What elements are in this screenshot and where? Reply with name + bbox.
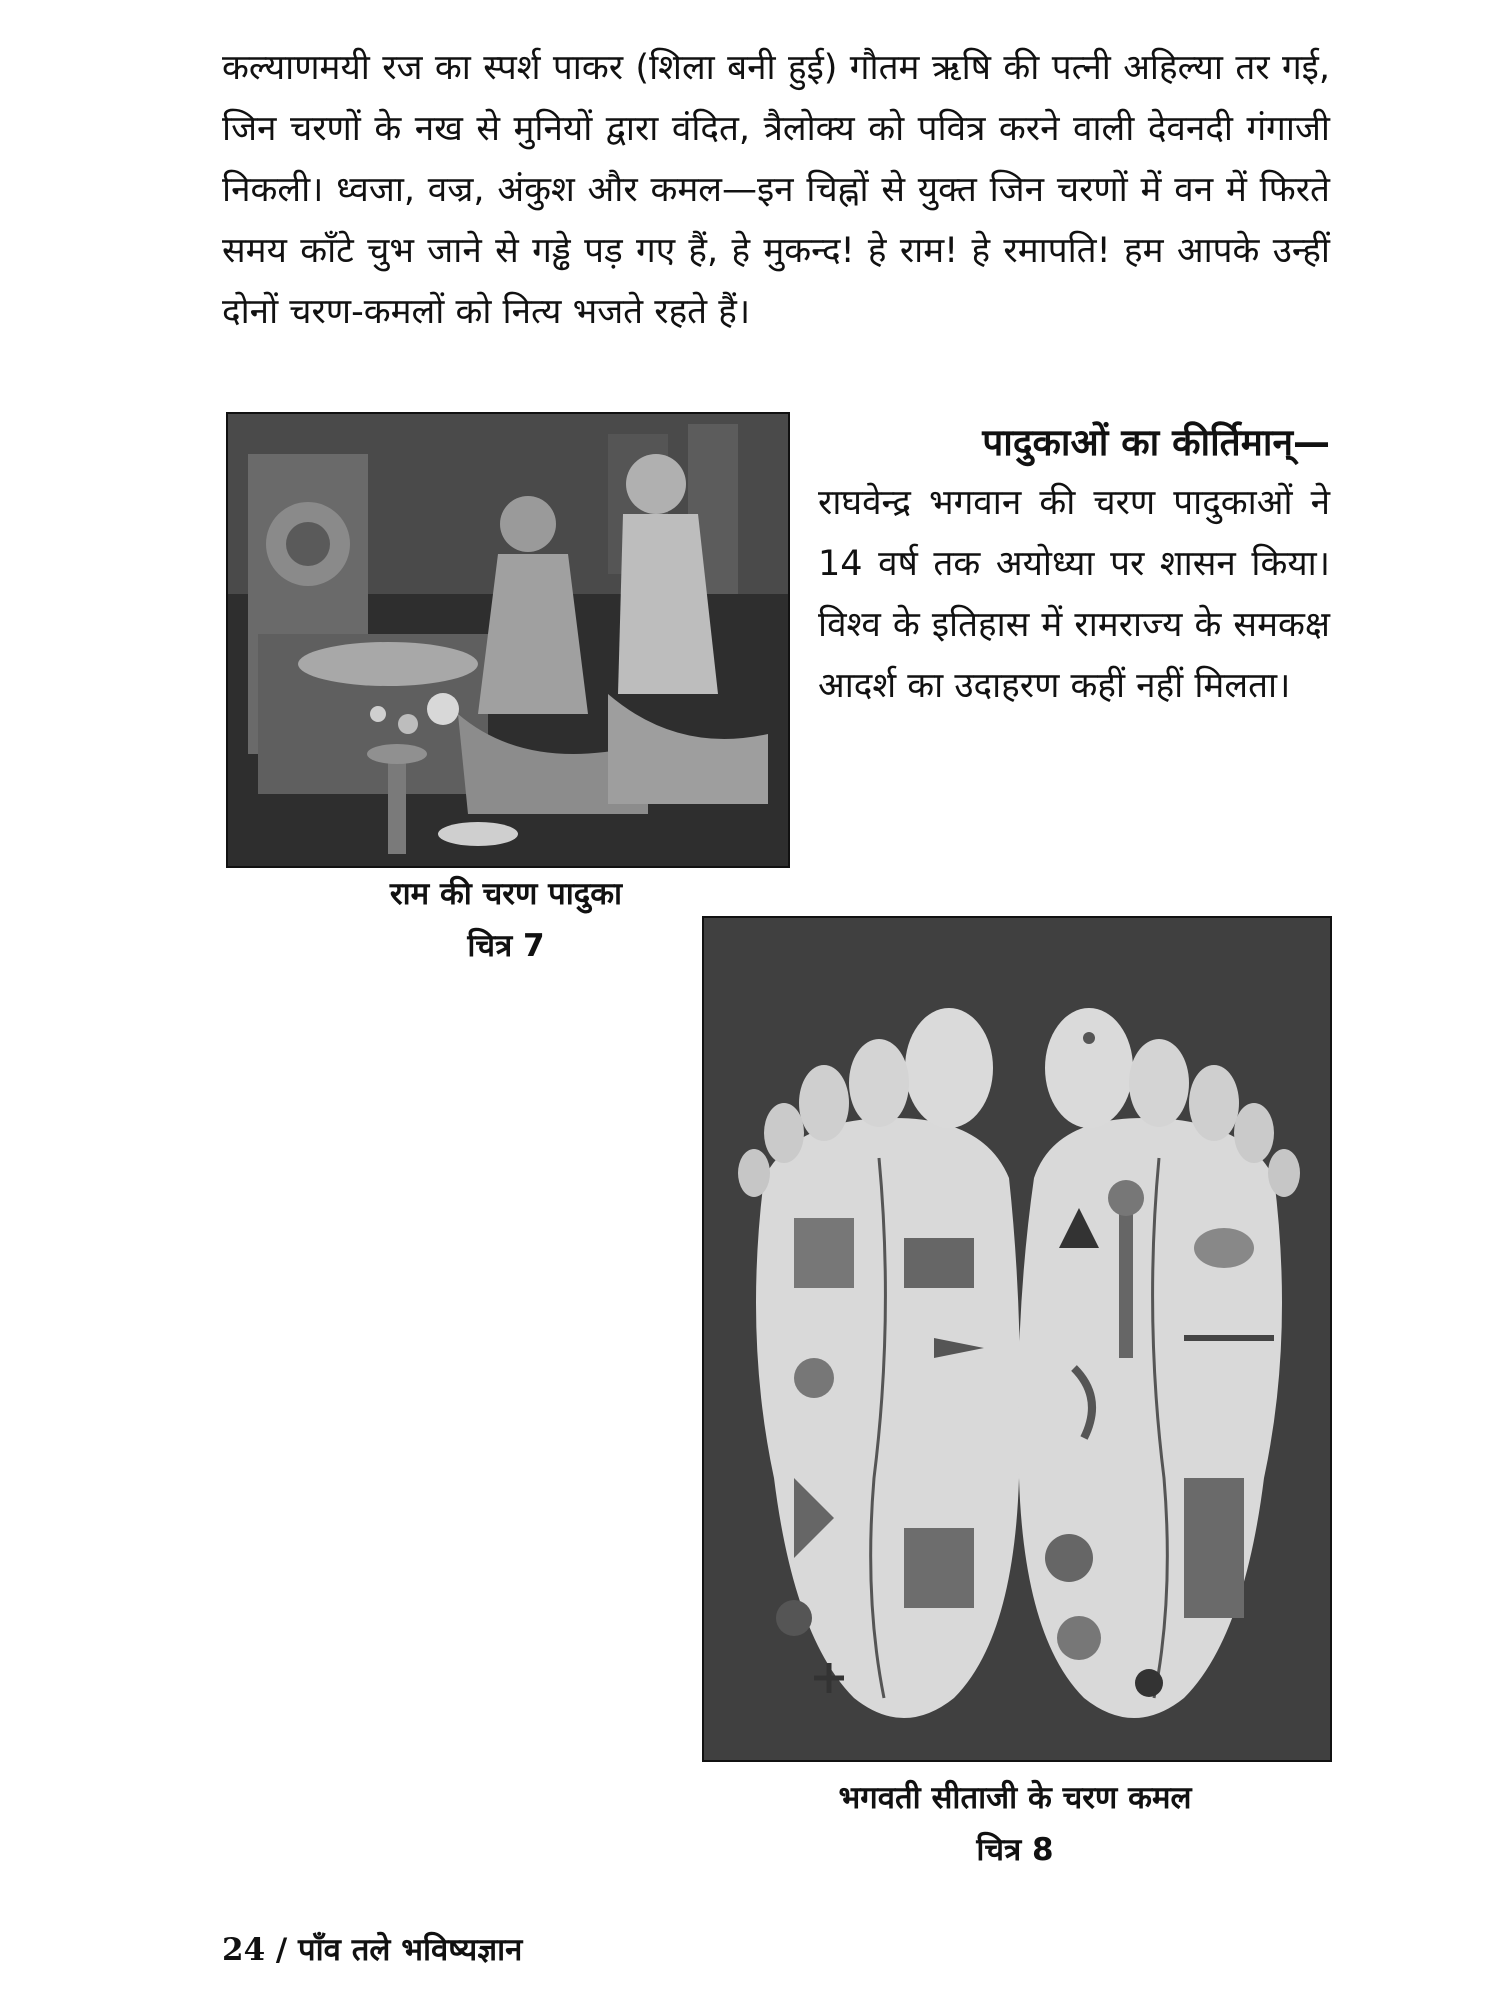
figure-7-image <box>226 412 790 868</box>
figure-7-label: चित्र 7 <box>467 928 545 964</box>
figure-8-image <box>702 916 1332 1762</box>
rama-paduka-illustration <box>228 414 788 866</box>
paduka-record-section <box>818 412 1330 717</box>
figure-7-title: राम की चरण पादुका <box>389 876 623 912</box>
figure-7-caption <box>270 868 742 972</box>
figure-8-title: भगवती सीताजी के चरण कमल <box>838 1780 1192 1816</box>
figure-8-label: चित्र 8 <box>976 1832 1054 1868</box>
section-heading: पादुकाओं का कीर्तिमान्— <box>982 421 1330 464</box>
body-paragraph: कल्याणमयी रज का स्पर्श पाकर (शिला बनी हुई) गौतम ऋषि की पत्नी अहिल्या तर गई, जिन चरणों के नख से मुनियों द्वारा वंदित, त्रैलोक्य को पवित्र करने वाली देवनदी गंगाजी निकली। ध्वजा, वज्र, अंकुश और कमल—इन चिह्नों से युक्त जिन चरणों में वन में फिरते समय काँटे चुभ जाने से गड्ढे पड़ गए हैं, हे मुकन्द! हे राम! हे रमापति! हम आपके उन्हीं दोनों चरण-कमलों को नित्य भजते रहते हैं। <box>222 48 1330 332</box>
sita-feet-illustration <box>704 918 1330 1760</box>
figure-8-caption <box>700 1772 1330 1876</box>
page-footer: 24 / पाँव तले भविष्यज्ञान <box>222 1932 523 1968</box>
section-text: राघवेन्द्र भगवान की चरण पादुकाओं ने 14 वर्ष तक अयोध्या पर शासन किया। विश्व के इतिहास में रामराज्य के समकक्ष आदर्श का उदाहरण कहीं नहीं मिलता। <box>818 483 1330 706</box>
